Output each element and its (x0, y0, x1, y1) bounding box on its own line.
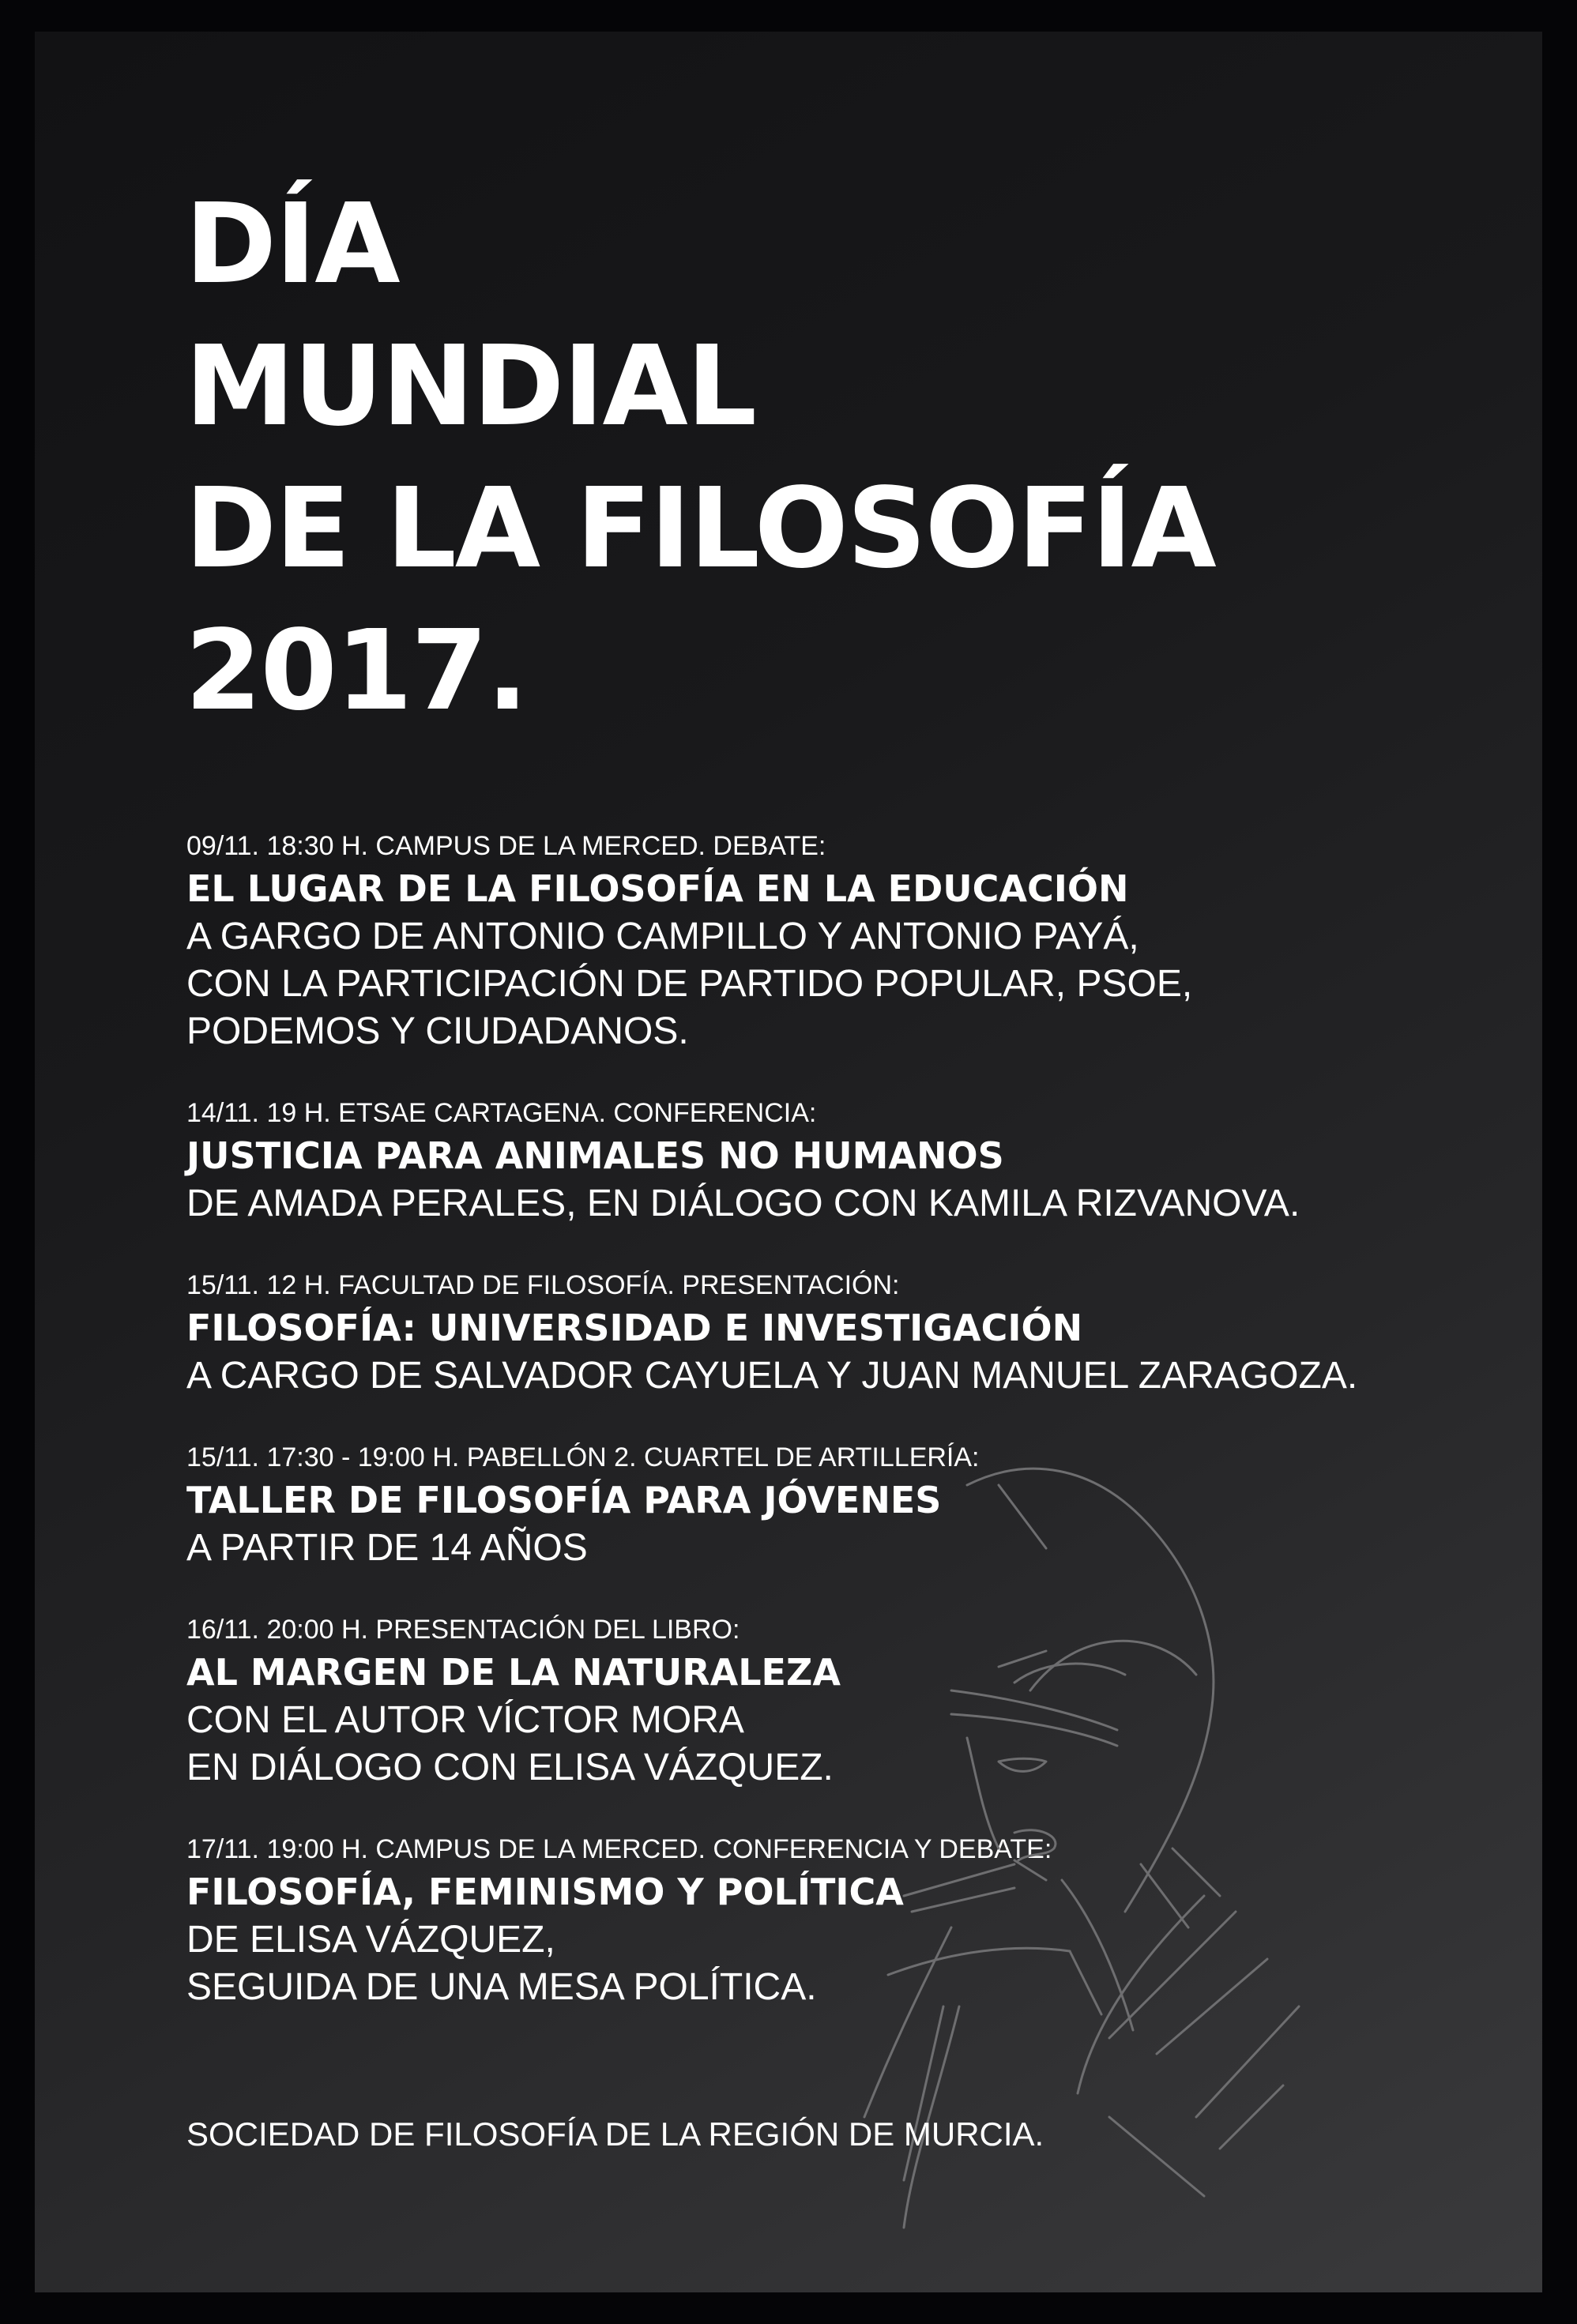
event-heading: TALLER DE FILOSOFÍA PARA JÓVENES (186, 1479, 942, 1521)
philosopher-helmet-illustration (856, 1406, 1536, 2292)
event-heading: FILOSOFÍA: UNIVERSIDAD E INVESTIGACIÓN (186, 1307, 1083, 1349)
event-meta: 15/11. 12 H. FACULTAD DE FILOSOFÍA. PRESENTACIÓN: (186, 1270, 900, 1300)
event-heading: FILOSOFÍA, FEMINISMO Y POLÍTICA (186, 1871, 904, 1913)
footer-organization: SOCIEDAD DE FILOSOFÍA DE LA REGIÓN DE MURCIA. (186, 2115, 1044, 2153)
event-heading: AL MARGEN DE LA NATURALEZA (186, 1651, 841, 1694)
event-meta: 15/11. 17:30 - 19:00 H. PABELLÓN 2. CUARTEL DE ARTILLERÍA: (186, 1442, 980, 1472)
event-meta: 09/11. 18:30 H. CAMPUS DE LA MERCED. DEBATE: (186, 831, 826, 861)
event-description-line: DE ELISA VÁZQUEZ, (186, 1919, 555, 1961)
event-description-line: PODEMOS Y CIUDADANOS. (186, 1010, 689, 1052)
event-meta: 16/11. 20:00 H. PRESENTACIÓN DEL LIBRO: (186, 1615, 740, 1645)
title-line-4: 2017. (185, 607, 527, 735)
title-line-2: MUNDIAL (185, 322, 756, 451)
title-line-3: DE LA FILOSOFÍA (185, 464, 1215, 593)
event-description-line: A CARGO DE SALVADOR CAYUELA Y JUAN MANUEL ZARAGOZA. (186, 1355, 1358, 1397)
event-description-line: EN DIÁLOGO CON ELISA VÁZQUEZ. (186, 1747, 834, 1788)
event-description-line: CON LA PARTICIPACIÓN DE PARTIDO POPULAR, PSOE, (186, 963, 1193, 1005)
event-meta: 14/11. 19 H. ETSAE CARTAGENA. CONFERENCIA: (186, 1098, 817, 1128)
poster-title (185, 174, 1215, 743)
event-description-line: SEGUIDA DE UNA MESA POLÍTICA. (186, 1966, 817, 2008)
event-3 (186, 1267, 1419, 1400)
event-heading: JUSTICIA PARA ANIMALES NO HUMANOS (186, 1134, 1004, 1177)
event-description-line: CON EL AUTOR VÍCTOR MORA (186, 1699, 744, 1741)
event-2 (186, 1095, 1419, 1228)
event-heading: EL LUGAR DE LA FILOSOFÍA EN LA EDUCACIÓN (186, 867, 1129, 910)
event-1 (186, 828, 1419, 1055)
title-line-1: DÍA (185, 180, 399, 309)
event-description-line: DE AMADA PERALES, EN DIÁLOGO CON KAMILA RIZVANOVA. (186, 1183, 1300, 1224)
poster (35, 32, 1542, 2292)
event-description-line: A GARGO DE ANTONIO CAMPILLO Y ANTONIO PAYÁ, (186, 916, 1139, 957)
event-description-line: A PARTIR DE 14 AÑOS (186, 1527, 588, 1569)
event-meta: 17/11. 19:00 H. CAMPUS DE LA MERCED. CONFERENCIA Y DEBATE: (186, 1834, 1052, 1864)
